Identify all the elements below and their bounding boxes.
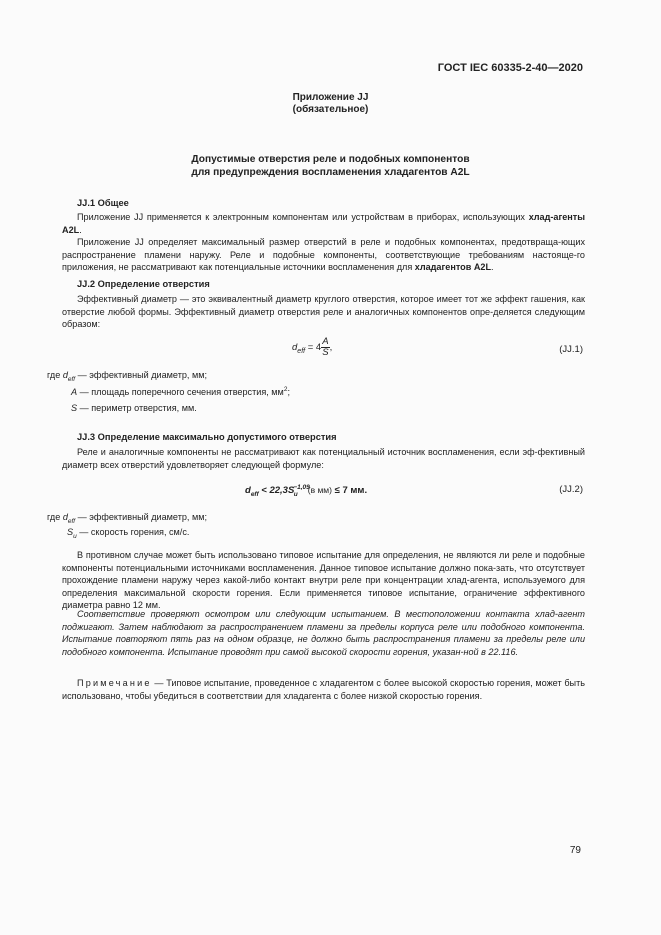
paragraph: Приложение JJ определяет максимальный размер отверстий в реле и подобных компонентах, предотвраща-ющих распространение пламени наружу. Реле и подобные компоненты, соответствующие требованиям настояще-го приложения, не рассматривают как потенциальные источники воспламенения для хладагентов A2L. — [62, 237, 585, 273]
formula-number-jj2: (JJ.2) — [559, 484, 583, 495]
appendix-status: (обязательное) — [292, 104, 369, 115]
page-title-line2: для предупреждения воспламенения хладагентов A2L — [191, 167, 470, 178]
paragraph: Приложение JJ применяется к электронным компонентам или устройствам в приборах, использующих хлад-агенты A2L. — [62, 212, 585, 235]
note: Примечание — Типовое испытание, проведенное с хладагентом с более высокой скоростью горения, может быть использовано, чтобы убедиться в соответствии для хладагента с более низкой скоростью горения. — [62, 678, 585, 701]
formula-number-jj1: (JJ.1) — [559, 344, 583, 355]
formula-jj1: $d_{eff} = 4$ $\frac{A}{S}$ , — [292, 336, 333, 358]
appendix-title: Приложение JJ — [292, 92, 369, 103]
definition-item: A — площадь поперечного сечения отверстия, $мм^2$; — [71, 386, 290, 398]
definition-item: S — периметр отверстия, мм. — [71, 403, 197, 413]
page-number: 79 — [569, 845, 581, 856]
definition-item: где $d_{eff}$ — эффективный диаметр, мм; — [47, 370, 207, 383]
paragraph: Эффективный диаметр — это эквивалентный диаметр круглого отверстия, которое имеет тот же эффект гашения, как отверстие любой формы. Эффективный диаметр отверстия реле и аналогичных компонентов опре-деляется следующим образом: — [62, 294, 585, 330]
page-title-line1: Допустимые отверстия реле и подобных компонентов — [191, 154, 470, 165]
section-heading-jj3: JJ.3 Определение максимально допустимого отверстия — [77, 432, 337, 442]
section-heading-jj1: JJ.1 Общее — [77, 198, 129, 208]
paragraph: В противном случае может быть использовано типовое испытание для определения, не являются ли реле и подобные компоненты потенциальными источниками воспламенения. Данное типовое испытание должно пока-зать, что отсутствует прохождение пламени наружу через какой-либо контакт внутри реле при концентрации хлад-агента, используемого для определения максимальной скорости горения. Если применяется типовое испытание, ограничение эффективного диаметра равно 12 мм. — [62, 550, 585, 611]
document-number: ГОСТ IEC 60335-2-40—2020 — [437, 62, 583, 74]
definition-item: где $d_{eff}$ — эффективный диаметр, мм; — [47, 512, 207, 525]
paragraph-italic: Соответствие проверяют осмотром или следующим испытанием. В местоположении контакта хлад-агент поджигают. Затем наблюдают за распространением пламени за пределы корпуса реле или подобного компонента. Испытание повторяют пять раз на одном образце, не должно быть распространения пламени за пределы реле или подобного компонента. Испытание проводят при самой высокой скорости горения, указан-ной в 22.116. — [62, 609, 585, 657]
paragraph: Реле и аналогичные компоненты не рассматривают как потенциальный источник воспламенения, если эф-фективный диаметр всех отверстий удовлетворяет следующей формуле: — [62, 447, 585, 470]
definition-item: $S_u$ — скорость горения, см/с. — [67, 527, 190, 540]
section-heading-jj2: JJ.2 Определение отверстия — [77, 279, 210, 289]
formula-jj2: $d_{eff} < 22,3S^{-1,09}_u$ (в мм) ≤ 7 мм. — [245, 484, 368, 499]
